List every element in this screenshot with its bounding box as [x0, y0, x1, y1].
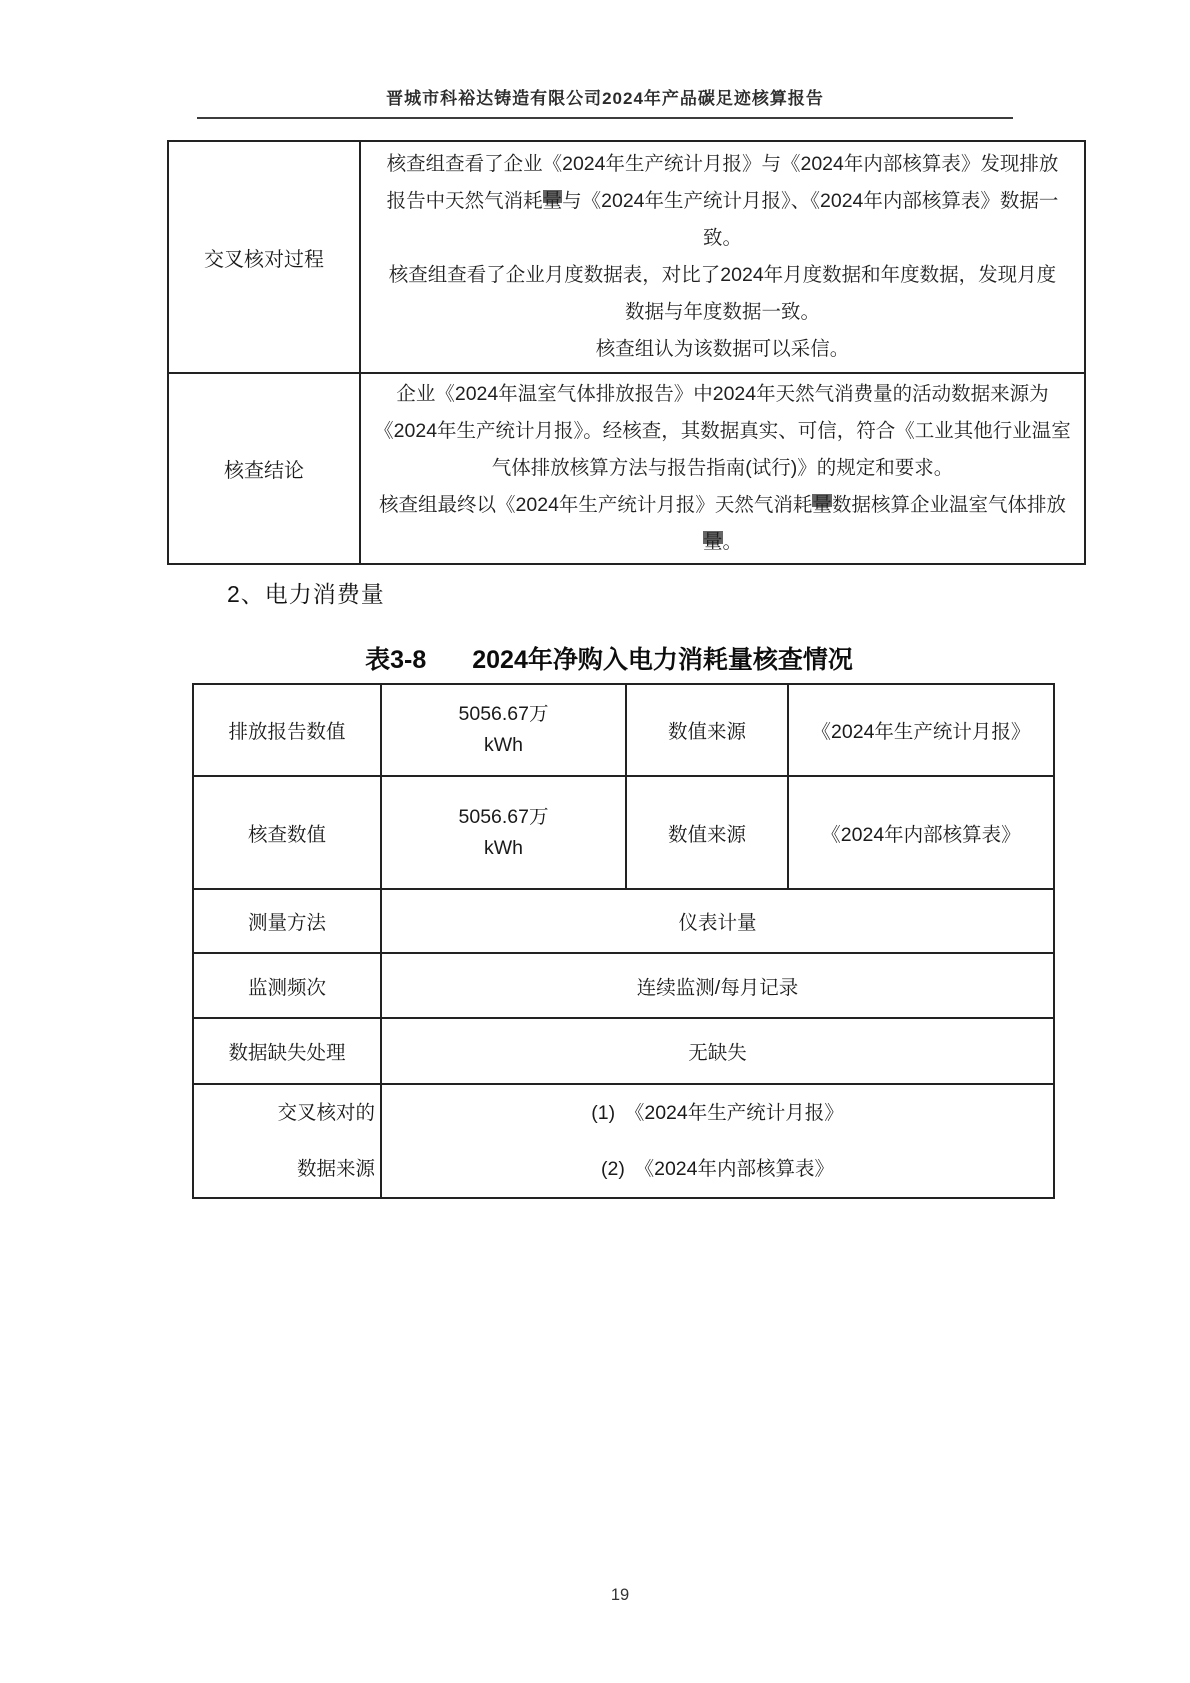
cross-check-table	[167, 140, 1086, 565]
value-cell	[381, 684, 626, 776]
table-title-text: 2024年净购入电力消耗量核查情况	[472, 646, 853, 674]
text-line: 报告中天然气消耗量与《2024年生产统计月报》、《2024年内部核算表》数据一	[386, 190, 1059, 212]
text-line: 数据与年度数据一致。	[624, 301, 820, 323]
electricity-table-body	[193, 684, 1054, 1198]
value-cell: 《2024年内部核算表》	[788, 776, 1054, 889]
text-line: 致。	[702, 227, 742, 249]
merged-value-cell	[381, 1084, 1054, 1198]
row-label-cell: 核查数值	[193, 776, 381, 889]
text-line: 核查组最终以《2024年生产统计月报》天然气消耗量数据核算企业温室气体排放	[379, 494, 1066, 516]
cross-check-table-body	[168, 141, 1085, 564]
section-heading-electricity: 2、电力消费量	[227, 581, 385, 607]
table-row	[193, 1084, 1054, 1198]
header-divider-line	[197, 117, 1013, 119]
text-line: 数据来源	[296, 1158, 375, 1180]
text-line: 交叉核对的	[277, 1102, 375, 1124]
table-row	[168, 373, 1085, 564]
table-row	[168, 141, 1085, 373]
merged-value-cell: 连续监测/每月记录	[381, 953, 1054, 1018]
row-label-cell: 测量方法	[193, 889, 381, 953]
row-label-cell: 监测频次	[193, 953, 381, 1018]
value-cell: 《2024年生产统计月报》	[788, 684, 1054, 776]
row-label-cell	[193, 1084, 381, 1198]
table-row	[193, 1018, 1054, 1084]
text-line: (1) 《2024年生产统计月报》	[591, 1102, 844, 1124]
page-number: 19	[610, 1586, 630, 1604]
electricity-verification-table	[192, 683, 1055, 1199]
merged-value-cell: 无缺失	[381, 1018, 1054, 1084]
text-line: 气体排放核算方法与报告指南(试行)》的规定和要求。	[491, 457, 954, 479]
row-label-cell: 数据缺失处理	[193, 1018, 381, 1084]
table-3-8-caption	[192, 640, 1026, 676]
text-line: 企业《2024年温室气体排放报告》中2024年天然气消费量的活动数据来源为	[396, 383, 1049, 405]
text-line: 核查组查看了企业《2024年生产统计月报》与《2024年内部核算表》发现排放	[386, 153, 1059, 175]
text-line: kWh	[484, 734, 523, 756]
row-label-cell: 交叉核对过程	[168, 141, 360, 373]
table-number: 表3-8	[365, 646, 427, 674]
highlighted-char: 量	[702, 531, 723, 553]
table-row	[193, 684, 1054, 776]
table-row	[193, 776, 1054, 889]
text-line: 5056.67万	[458, 805, 549, 828]
value-cell: 数值来源	[626, 776, 788, 889]
highlighted-char: 量	[542, 190, 563, 212]
text-line: 5056.67万	[458, 703, 549, 725]
table-row	[193, 889, 1054, 953]
row-content-cell	[360, 141, 1085, 373]
text-line: (2) 《2024年内部核算表》	[601, 1158, 834, 1180]
value-cell: 数值来源	[626, 684, 788, 776]
text-line: 《2024年生产统计月报》。经核查，其数据真实、可信，符合《工业其他行业温室	[374, 420, 1071, 442]
report-header-title: 晋城市科裕达铸造有限公司2024年产品碳足迹核算报告	[386, 89, 824, 108]
value-cell	[381, 776, 626, 889]
row-label-cell: 核查结论	[168, 373, 360, 564]
text-line: 核查组查看了企业月度数据表，对比了2024年月度数据和年度数据，发现月度	[388, 264, 1057, 286]
table-row	[193, 953, 1054, 1018]
row-label-cell: 排放报告数值	[193, 684, 381, 776]
text-line: kWh	[484, 836, 523, 859]
merged-value-cell: 仪表计量	[381, 889, 1054, 953]
row-content-cell	[360, 373, 1085, 564]
text-line: 量。	[702, 531, 743, 553]
text-line: 核查组认为该数据可以采信。	[595, 338, 850, 360]
highlighted-char: 量	[812, 494, 832, 516]
